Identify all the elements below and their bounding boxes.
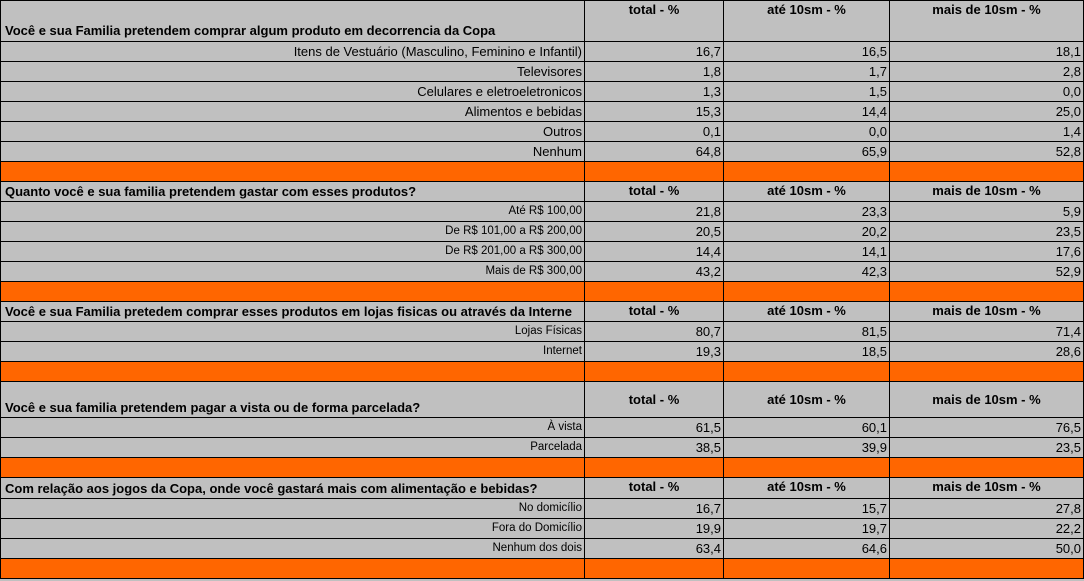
col-header-mais-10sm[interactable]: mais de 10sm - % [890,478,1084,499]
cell-mais-10sm[interactable]: 50,0 [890,539,1084,559]
empty-cell[interactable] [724,559,890,579]
cell-total[interactable]: 63,4 [585,539,724,559]
question-cell[interactable]: Você e sua Familia pretendem comprar algum produto em decorrencia da Copa [0,0,585,42]
col-header-ate-10sm[interactable]: até 10sm - % [724,182,890,202]
empty-cell[interactable] [724,458,890,478]
cell-ate-10sm[interactable]: 64,6 [724,539,890,559]
col-header-total[interactable]: total - % [585,302,724,322]
cell-mais-10sm[interactable]: 27,8 [890,499,1084,519]
table-row [0,122,1084,142]
cell-total[interactable]: 61,5 [585,418,724,438]
cell-ate-10sm[interactable]: 1,5 [724,82,890,102]
empty-cell[interactable] [0,362,585,382]
row-label[interactable]: Lojas Físicas [0,322,585,342]
cell-ate-10sm[interactable]: 20,2 [724,222,890,242]
empty-cell[interactable] [890,282,1084,302]
cell-total[interactable]: 16,7 [585,499,724,519]
cell-total[interactable]: 19,3 [585,342,724,362]
empty-cell[interactable] [585,559,724,579]
cell-mais-10sm[interactable]: 28,6 [890,342,1084,362]
cell-total[interactable]: 38,5 [585,438,724,458]
cell-mais-10sm[interactable]: 23,5 [890,222,1084,242]
cell-total[interactable]: 21,8 [585,202,724,222]
cell-total[interactable]: 19,9 [585,519,724,539]
orange-separator-row [0,282,1084,302]
row-label[interactable]: Itens de Vestuário (Masculino, Feminino e Infantil) [0,42,585,62]
cell-total[interactable]: 20,5 [585,222,724,242]
orange-separator-row [0,162,1084,182]
row-label[interactable]: Internet [0,342,585,362]
col-header-mais-10sm[interactable]: mais de 10sm - % [890,302,1084,322]
col-header-ate-10sm[interactable]: até 10sm - % [724,382,890,418]
empty-cell[interactable] [724,162,890,182]
empty-cell[interactable] [0,162,585,182]
cell-ate-10sm[interactable]: 39,9 [724,438,890,458]
cell-ate-10sm[interactable]: 19,7 [724,519,890,539]
table-row [0,202,1084,222]
cell-mais-10sm[interactable]: 1,4 [890,122,1084,142]
row-label[interactable]: Celulares e eletroeletronicos [0,82,585,102]
cell-ate-10sm[interactable]: 42,3 [724,262,890,282]
col-header-ate-10sm[interactable]: até 10sm - % [724,0,890,42]
section-header [0,182,1084,202]
cell-ate-10sm[interactable]: 23,3 [724,202,890,222]
cell-mais-10sm[interactable]: 5,9 [890,202,1084,222]
empty-cell[interactable] [585,458,724,478]
table-row [0,519,1084,539]
row-label[interactable]: Fora do Domicílio [0,519,585,539]
empty-cell[interactable] [724,282,890,302]
row-label[interactable]: Nenhum [0,142,585,162]
question-cell[interactable]: Você e sua Familia pretedem comprar esses produtos em lojas fisicas ou através da Interne [0,302,585,322]
section-header [0,0,1084,42]
table-row [0,322,1084,342]
question-cell[interactable]: Com relação aos jogos da Copa, onde você gastará mais com alimentação e bebidas? [0,478,585,499]
cell-mais-10sm[interactable]: 17,6 [890,242,1084,262]
col-header-total[interactable]: total - % [585,0,724,42]
cell-mais-10sm[interactable]: 23,5 [890,438,1084,458]
cell-mais-10sm[interactable]: 52,8 [890,142,1084,162]
section-header [0,382,1084,418]
cell-ate-10sm[interactable]: 14,1 [724,242,890,262]
question-cell[interactable]: Você e sua familia pretendem pagar a vista ou de forma parcelada? [0,382,585,418]
cell-total[interactable]: 80,7 [585,322,724,342]
cell-ate-10sm[interactable]: 15,7 [724,499,890,519]
orange-separator-row [0,362,1084,382]
cell-ate-10sm[interactable]: 14,4 [724,102,890,122]
col-header-total[interactable]: total - % [585,382,724,418]
empty-cell[interactable] [585,282,724,302]
row-label[interactable]: Nenhum dos dois [0,539,585,559]
cell-ate-10sm[interactable]: 60,1 [724,418,890,438]
row-label[interactable]: No domicílio [0,499,585,519]
table-row [0,62,1084,82]
cell-total[interactable]: 1,3 [585,82,724,102]
cell-ate-10sm[interactable]: 18,5 [724,342,890,362]
section-header [0,302,1084,322]
row-label[interactable]: Alimentos e bebidas [0,102,585,122]
empty-cell[interactable] [724,362,890,382]
empty-cell[interactable] [890,362,1084,382]
cell-mais-10sm[interactable]: 22,2 [890,519,1084,539]
cell-total[interactable]: 15,3 [585,102,724,122]
empty-cell[interactable] [0,559,585,579]
cell-mais-10sm[interactable]: 2,8 [890,62,1084,82]
orange-separator-row [0,458,1084,478]
table-row [0,499,1084,519]
col-header-mais-10sm[interactable]: mais de 10sm - % [890,382,1084,418]
cell-ate-10sm[interactable]: 1,7 [724,62,890,82]
cell-total[interactable]: 1,8 [585,62,724,82]
col-header-ate-10sm[interactable]: até 10sm - % [724,302,890,322]
table-row [0,418,1084,438]
cell-ate-10sm[interactable]: 65,9 [724,142,890,162]
cell-total[interactable]: 64,8 [585,142,724,162]
row-label[interactable]: De R$ 201,00 a R$ 300,00 [0,242,585,262]
table-row [0,222,1084,242]
empty-cell[interactable] [890,458,1084,478]
table-row [0,262,1084,282]
cell-mais-10sm[interactable]: 52,9 [890,262,1084,282]
cell-total[interactable]: 16,7 [585,42,724,62]
cell-mais-10sm[interactable]: 0,0 [890,82,1084,102]
question-cell[interactable]: Quanto você e sua familia pretendem gastar com esses produtos? [0,182,585,202]
col-header-mais-10sm[interactable]: mais de 10sm - % [890,0,1084,42]
row-label[interactable]: À vista [0,418,585,438]
table-row [0,242,1084,262]
cell-mais-10sm[interactable]: 25,0 [890,102,1084,122]
row-label[interactable]: Parcelada [0,438,585,458]
row-label[interactable]: Outros [0,122,585,142]
table-row [0,342,1084,362]
cell-total[interactable]: 0,1 [585,122,724,142]
empty-cell[interactable] [0,282,585,302]
cell-total[interactable]: 14,4 [585,242,724,262]
cell-mais-10sm[interactable]: 18,1 [890,42,1084,62]
empty-cell[interactable] [585,162,724,182]
col-header-total[interactable]: total - % [585,478,724,499]
empty-cell[interactable] [0,458,585,478]
cell-total[interactable]: 43,2 [585,262,724,282]
cell-mais-10sm[interactable]: 76,5 [890,418,1084,438]
table-row [0,102,1084,122]
row-label[interactable]: Mais de R$ 300,00 [0,262,585,282]
cell-ate-10sm[interactable]: 0,0 [724,122,890,142]
table-row [0,438,1084,458]
col-header-total[interactable]: total - % [585,182,724,202]
cell-ate-10sm[interactable]: 81,5 [724,322,890,342]
table-row [0,142,1084,162]
row-label[interactable]: Até R$ 100,00 [0,202,585,222]
empty-cell[interactable] [585,362,724,382]
orange-separator-row [0,559,1084,579]
empty-cell[interactable] [890,162,1084,182]
col-header-mais-10sm[interactable]: mais de 10sm - % [890,182,1084,202]
row-label[interactable]: Televisores [0,62,585,82]
empty-cell[interactable] [890,559,1084,579]
table-row [0,539,1084,559]
row-label[interactable]: De R$ 101,00 a R$ 200,00 [0,222,585,242]
table-row [0,82,1084,102]
table-row [0,42,1084,62]
cell-mais-10sm[interactable]: 71,4 [890,322,1084,342]
section-header [0,478,1084,499]
col-header-ate-10sm[interactable]: até 10sm - % [724,478,890,499]
cell-ate-10sm[interactable]: 16,5 [724,42,890,62]
